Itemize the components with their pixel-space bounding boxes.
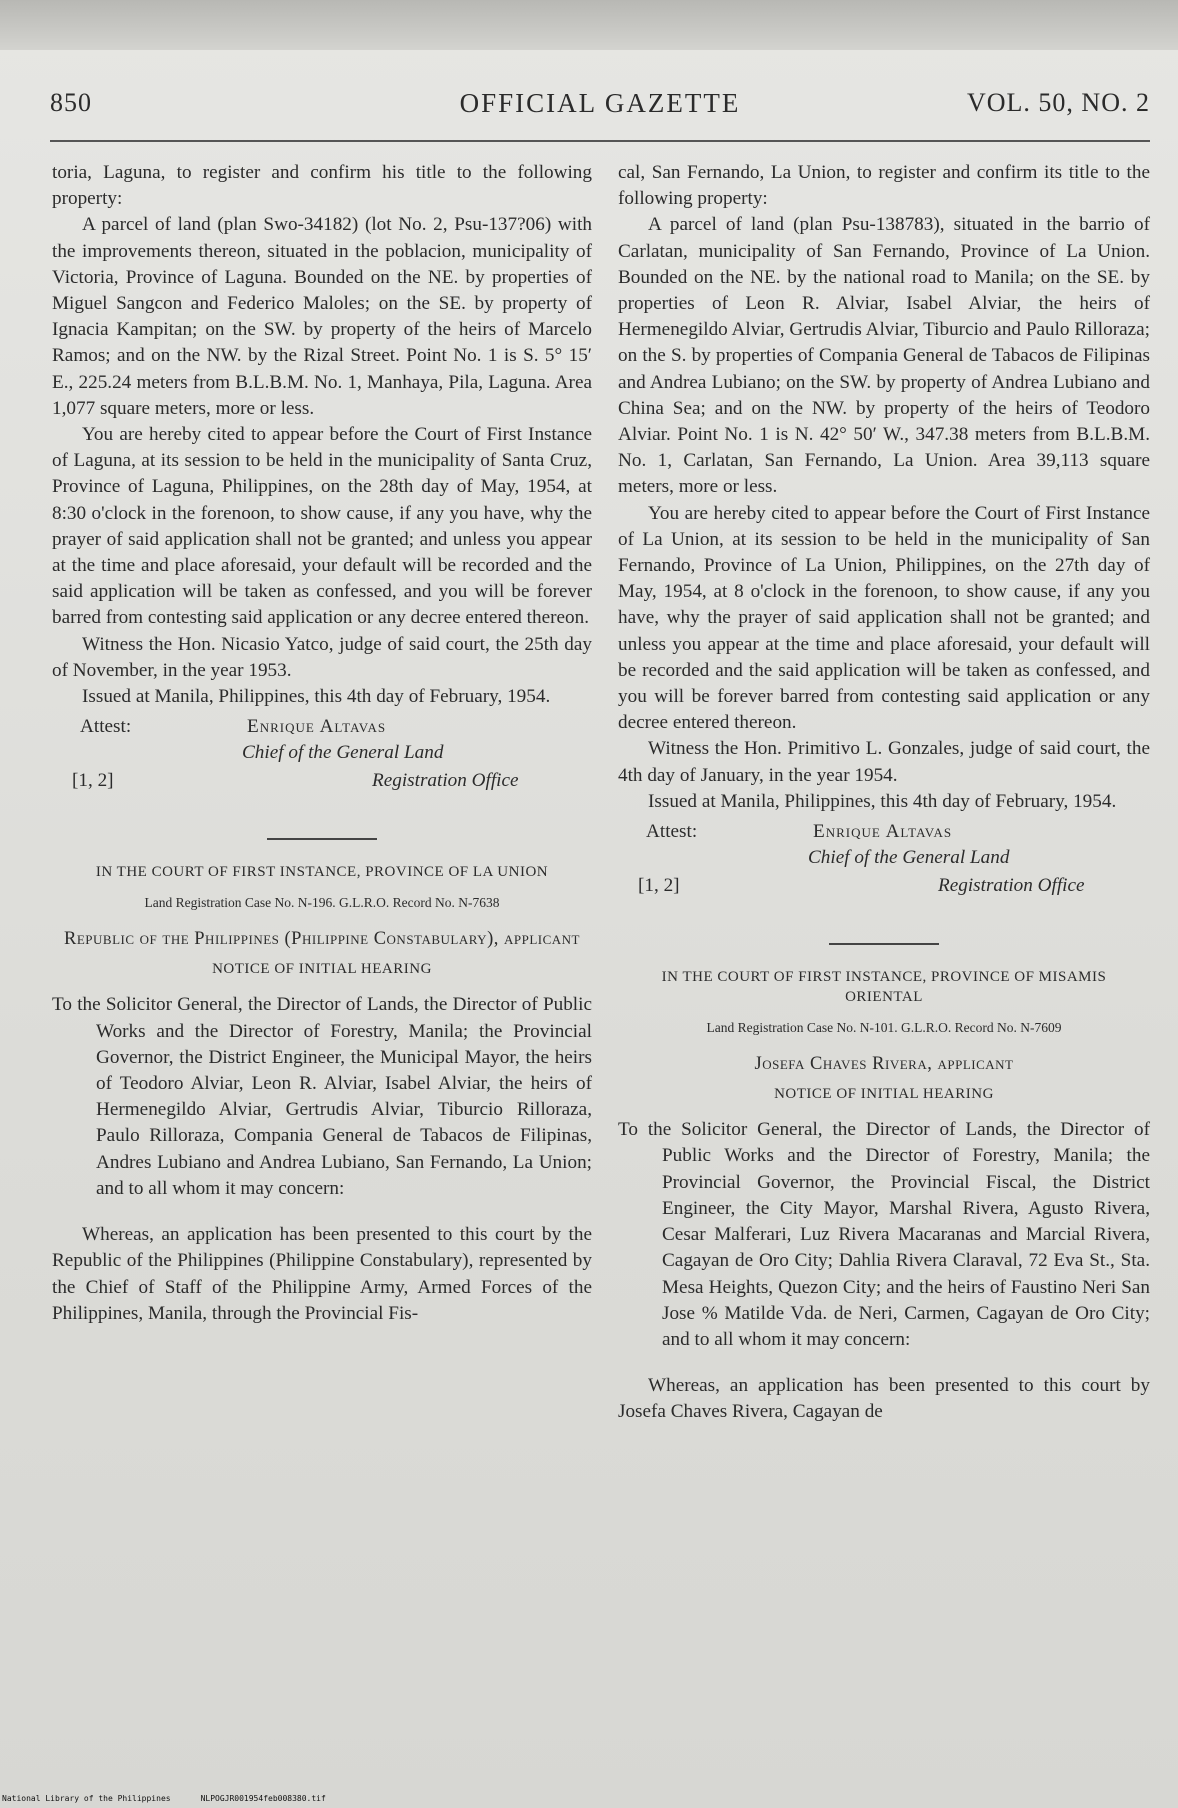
- issue-reference: [1, 2]: [638, 875, 680, 897]
- left-column: [52, 160, 592, 1327]
- court-heading: IN THE COURT OF FIRST INSTANCE, PROVINCE OF MISAMIS ORIENTAL: [661, 969, 1107, 1006]
- attest-label: Attest:: [80, 716, 132, 738]
- paragraph: A parcel of land (plan Psu-138783), situated in the barrio of Carlatan, municipality of San Fernando, Province of La Union. Bounded on the NE. by the national road to Manila; on the SE. by properties of Leon R. Alviar, Isabel Alviar, the heirs of Hermenegildo Alviar, Gertrudis Alviar, Tiburcio and Paulo Rilloraza; on the S. by properties of Compania General de Tabacos de Filipinas and Andrea Lubiano; on the SW. by property of Andrea Lubiano and China Sea; and on the NW. by property of the heirs of Teodoro Alviar. Point No. 1 is N. 42° 50′ W., 347.38 meters from B.L.B.M. No. 1, Carlatan, San Fernando, La Union. Area 39,113 square meters, more or less.: [618, 214, 1150, 498]
- issue-reference: [1, 2]: [72, 770, 114, 792]
- scan-footer: [2, 1794, 326, 1803]
- signatory-title: Chief of the General Land: [242, 742, 444, 764]
- paragraph: toria, Laguna, to register and confirm his title to the following property:: [52, 162, 592, 210]
- volume-number: VOL. 50, NO. 2: [967, 88, 1150, 117]
- signatory-name: Enrique Altavas: [247, 716, 387, 738]
- right-column: [618, 160, 1150, 1426]
- section-divider: [829, 943, 939, 945]
- page-header: [50, 88, 1150, 128]
- signatory-title-cont: Registration Office: [938, 875, 1085, 897]
- paragraph: Issued at Manila, Philippines, this 4th day of February, 1954.: [82, 686, 551, 708]
- attest-label: Attest:: [646, 821, 698, 843]
- paragraph: Witness the Hon. Nicasio Yatco, judge of said court, the 25th day of November, in the year 1953.: [52, 633, 592, 681]
- signatory-name: Enrique Altavas: [813, 821, 953, 843]
- case-number: Land Registration Case No. N-196. G.L.R.O. Record No. N-7638: [144, 895, 500, 911]
- paragraph: You are hereby cited to appear before the Court of First Instance of La Union, at its session to be held in the municipality of San Fernando, Province of La Union, Philippines, on the 27th day of May, 1954, at 8 o'clock in the forenoon, to show cause, if any you have, why the prayer of said application shall not be granted; and unless you appear at the time and place aforesaid, your default will be recorded and the said application will be taken as confessed, and you will be forever barred from contesting said application or any decree entered thereon.: [618, 502, 1150, 734]
- paragraph: Whereas, an application has been presented to this court by the Republic of the Philippines (Philippine Constabulary), represented by the Chief of Staff of the Philippine Army, Armed Forces of the Philippines, Manila, through the Provincial Fis-: [52, 1224, 592, 1324]
- paragraph: Whereas, an application has been presented to this court by Josefa Chaves Rivera, Cagayan de: [618, 1375, 1150, 1423]
- section-divider: [267, 838, 377, 840]
- notice-heading: NOTICE OF INITIAL HEARING: [212, 961, 432, 978]
- notice-heading: NOTICE OF INITIAL HEARING: [774, 1086, 994, 1103]
- library-credit: National Library of the Philippines: [2, 1794, 171, 1803]
- file-name: NLPOGJR001954feb008380.tif: [200, 1794, 326, 1803]
- paragraph: Issued at Manila, Philippines, this 4th day of February, 1954.: [648, 790, 1117, 812]
- addressees: To the Solicitor General, the Director of Lands, the Director of Public Works and the Director of Forestry, Manila; the Provincial Governor, the Provincial Fiscal, the District Engineer, the City Mayor, Marshal Rivera, Agusto Rivera, Cesar Malferari, Luz Rivera Macaranas and Marcial Rivera, Cagayan de Oro City; Dahlia Rivera Claraval, 72 Eva St., Sta. Mesa Heights, Quezon City; and the heirs of Faustino Neri San Jose % Matilde Vda. de Neri, Carmen, Cagayan de Oro City; and to all whom it may concern:: [618, 1119, 1150, 1350]
- attestation: [52, 714, 592, 838]
- paragraph: A parcel of land (plan Swo-34182) (lot No. 2, Psu-137?06) with the improvements thereon, situated in the poblacion, municipality of Victoria, Province of Laguna. Bounded on the NE. by properties of Miguel Sangcon and Federico Maloles; on the SE. by property of Ignacia Kampitan; on the SW. by property of the heirs of Marcelo Ramos; and on the NW. by the Rizal Street. Point No. 1 is S. 5° 15′ E., 225.24 meters from B.L.B.M. No. 1, Manhaya, Pila, Laguna. Area 1,077 square meters, more or less.: [52, 214, 592, 419]
- paragraph: Witness the Hon. Primitivo L. Gonzales, judge of said court, the 4th day of January, in the year 1954.: [618, 738, 1150, 786]
- court-heading: IN THE COURT OF FIRST INSTANCE, PROVINCE OF LA UNION: [95, 864, 549, 881]
- paragraph: cal, San Fernando, La Union, to register and confirm its title to the following property:: [618, 162, 1150, 210]
- signatory-title: Chief of the General Land: [808, 847, 1010, 869]
- applicant: Republic of the Philippines (Philippine Constabulary), applicant: [64, 929, 580, 950]
- addressees: To the Solicitor General, the Director of Lands, the Director of Public Works and the Director of Forestry, Manila; the Provincial Governor, the District Engineer, the Municipal Mayor, the heirs of Teodoro Alviar, Leon R. Alviar, Isabel Alviar, the heirs of Hermenegildo Alviar, Gertrudis Alviar, Tiburcio Rilloraza, Paulo Rilloraza, Compania General de Tabacos de Filipinas, Andres Lubiano and Andrea Lubiano, San Fernando, La Union; and to all whom it may concern:: [52, 994, 592, 1199]
- scan-edge: [0, 0, 1178, 50]
- signatory-title-cont: Registration Office: [372, 770, 519, 792]
- page-number: 850: [50, 88, 92, 117]
- paragraph: You are hereby cited to appear before the Court of First Instance of Laguna, at its session to be held in the municipality of Santa Cruz, Province of Laguna, Philippines, on the 28th day of May, 1954, at 8:30 o'clock in the forenoon, to show cause, if any you have, why the prayer of said application shall not be granted; and unless you appear at the time and place aforesaid, your default will be recorded and the said application will be taken as confessed, and you will be forever barred from contesting said application or any decree entered thereon.: [52, 424, 592, 629]
- publication-title: OFFICIAL GAZETTE: [459, 88, 741, 118]
- header-rule: [50, 140, 1150, 142]
- applicant: Josefa Chaves Rivera, applicant: [754, 1054, 1014, 1075]
- attestation: [618, 819, 1150, 943]
- case-number: Land Registration Case No. N-101. G.L.R.O. Record No. N-7609: [706, 1020, 1062, 1036]
